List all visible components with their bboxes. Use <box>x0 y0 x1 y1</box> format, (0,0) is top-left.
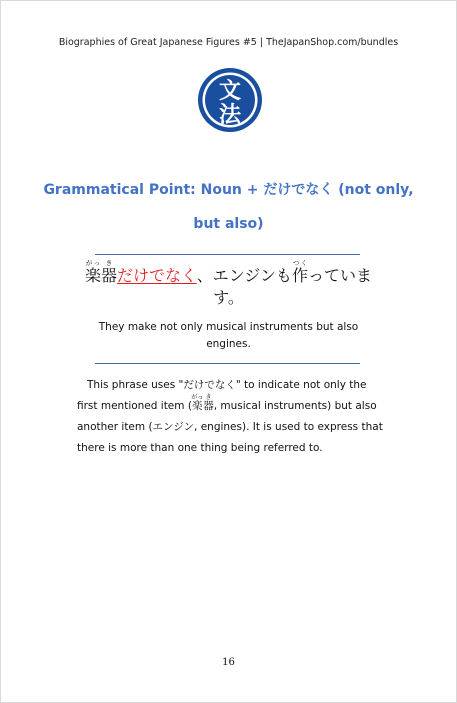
explanation-part-a: This phrase uses "だけでなく" to indicate not only the first mentioned item ( <box>77 379 367 412</box>
ruby-ki: 器き <box>101 259 118 285</box>
explain-ruby-ki: 器き <box>203 394 214 412</box>
explanation-paragraph <box>77 375 386 459</box>
english-translation: They make not only musical instruments but also engines. <box>98 321 359 350</box>
page-number: 16 <box>222 657 235 668</box>
example-part-b: っています。 <box>213 266 372 307</box>
grammar-badge-icon <box>197 67 263 133</box>
badge-char-1: 文 <box>218 79 242 104</box>
highlighted-grammar: だけでなく <box>117 266 197 285</box>
grammar-badge-svg <box>197 67 263 133</box>
top-divider <box>95 254 360 255</box>
explain-ruby-gak: 楽がっ <box>191 394 204 412</box>
example-sentence <box>79 259 378 309</box>
explanation-part-b: , musical instruments) but also another item (エンジン, engines). It is used to express that there is more than one thing being referred to. <box>77 400 383 454</box>
example-part-a: 、エンジンも <box>196 266 292 285</box>
grammar-point-title: Grammatical Point: Noun + だけでなく (not only, but also) <box>43 182 414 232</box>
badge-char-2: 法 <box>218 103 242 128</box>
running-header: Biographies of Great Japanese Figures #5 | TheJapanShop.com/bundles <box>58 37 399 48</box>
ruby-gak: 楽がっ <box>85 259 102 285</box>
ruby-tsuku: 作つく <box>291 259 308 285</box>
bottom-divider <box>95 363 360 364</box>
